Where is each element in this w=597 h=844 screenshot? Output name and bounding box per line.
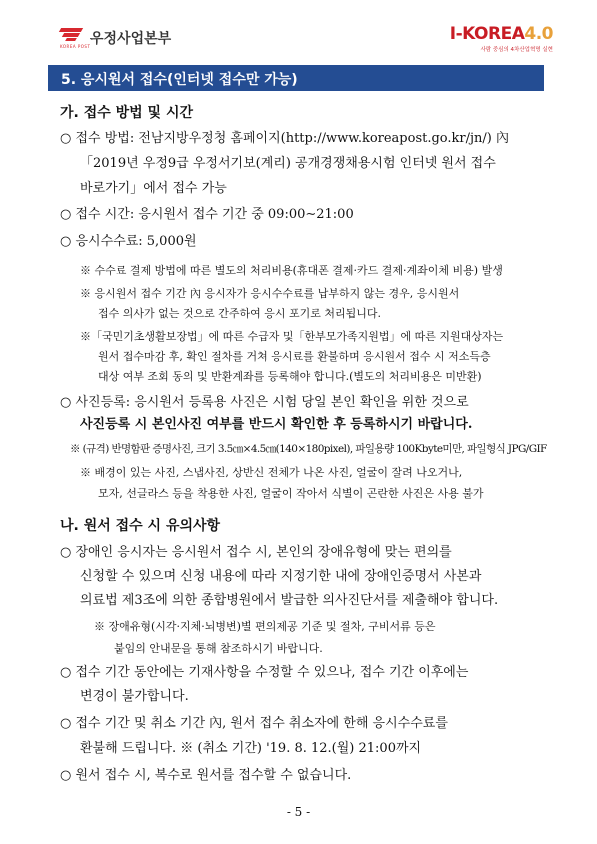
- disabled-note-1: ※ 장애유형(시각·지체·뇌병변)별 편의제공 기준 및 절차, 구비서류 등은: [94, 620, 436, 633]
- edit-line-2: 변경이 불가합니다.: [80, 689, 189, 704]
- edit-line-1: ○ 접수 기간 동안에는 기재사항을 수정할 수 있으나, 접수 기간 이후에는: [60, 665, 469, 680]
- ikorea-logo: [443, 24, 553, 56]
- fee-note-3c: 대상 여부 조회 동의 및 반환계좌를 등록해야 합니다.(별도의 처리비용은 미반환): [98, 370, 482, 383]
- korea-post-logo: [60, 26, 170, 52]
- section-title-bar: [48, 65, 544, 91]
- disabled-line-1: ○ 장애인 응시자는 응시원서 접수 시, 본인의 장애유형에 맞는 편의를: [60, 545, 452, 560]
- photo-note-2b: 모자, 선글라스 등을 착용한 사진, 얼굴이 작아서 식별이 곤란한 사진은 사용 불가: [98, 487, 484, 500]
- org-sub-label: KOREA POST: [60, 44, 91, 49]
- fee-line: ○ 응시수수료: 5,000원: [60, 234, 197, 249]
- refund-line-1: ○ 접수 기간 및 취소 기간 內, 원서 접수 취소자에 한해 응시수수료를: [60, 716, 448, 731]
- method-line-1: ○ 접수 방법: 전남지방우정청 홈페이지(http://www.koreapost.go.kr/jn/) 內: [60, 131, 509, 146]
- subsection-a-title: 가. 접수 방법 및 시간: [60, 105, 194, 121]
- subsection-b-title: 나. 원서 접수 시 유의사항: [60, 518, 221, 534]
- method-line-3: 바로가기」에서 접수 가능: [80, 181, 227, 196]
- fee-note-1: ※ 수수료 결제 방법에 따른 별도의 처리비용(휴대폰 결제·카드 결제·계좌이체 비용) 발생: [80, 264, 503, 277]
- section-title: 5. 응시원서 접수(인터넷 접수만 가능): [61, 72, 298, 88]
- ikorea-number: 4.0: [524, 24, 553, 44]
- fee-note-3a: ※「국민기초생활보장법」에 따른 수급자 및「한부모가족지원법」에 따른 지원대상자는: [80, 330, 504, 343]
- disabled-line-2: 신청할 수 있으며 신청 내용에 따라 지정기한 내에 장애인증명서 사본과: [80, 569, 482, 584]
- time-line: ○ 접수 시간: 응시원서 접수 기간 중 09:00∼21:00: [60, 207, 354, 222]
- org-name: 우정사업본부: [90, 31, 172, 47]
- duplicate-line: ○ 원서 접수 시, 복수로 원서를 접수할 수 없습니다.: [60, 768, 352, 783]
- method-line-2: 「2019년 우정9급 우정서기보(계리) 공개경쟁채용시험 인터넷 원서 접수: [80, 156, 496, 171]
- fee-note-2a: ※ 응시원서 접수 기간 內 응시자가 응시수수료를 납부하지 않는 경우, 응시원서: [80, 287, 460, 300]
- fee-note-3b: 원서 접수마감 후, 확인 절차를 거쳐 응시료를 환불하며 응시원서 접수 시 저소득층: [98, 350, 491, 363]
- disabled-line-3: 의료법 제3조에 의한 종합병원에서 발급한 의사진단서를 제출해야 합니다.: [80, 593, 499, 608]
- ikorea-tagline: 사람 중심의 4차산업혁명 실현: [480, 47, 553, 53]
- photo-note-2a: ※ 배경이 있는 사진, 스냅사진, 상반신 전체가 나온 사진, 얼굴이 잘려 나오거나,: [80, 466, 463, 479]
- photo-note-spec: ※ (규격) 반명함판 증명사진, 크기 3.5㎝×4.5㎝(140×180pixel), 파일용량 100Kbyte미만, 파일형식 JPG/GIF: [70, 443, 547, 455]
- photo-line-1: ○ 사진등록: 응시원서 등록용 사진은 시험 당일 본인 확인을 위한 것으로: [60, 395, 469, 410]
- photo-line-2: 사진등록 시 본인사진 여부를 반드시 확인한 후 등록하시기 바랍니다.: [80, 417, 473, 432]
- ikorea-title: I-KOREA: [449, 24, 525, 44]
- refund-line-2: 환불해 드립니다. ※ (취소 기간) '19. 8. 12.(월) 21:00까지: [80, 741, 422, 756]
- korea-post-emblem-icon: [60, 28, 82, 42]
- fee-note-2b: 접수 의사가 없는 것으로 간주하여 응시 포기로 처리됩니다.: [98, 307, 381, 320]
- disabled-note-2: 붙임의 안내문을 통해 참조하시기 바랍니다.: [114, 642, 323, 655]
- page-number: - 5 -: [286, 805, 311, 819]
